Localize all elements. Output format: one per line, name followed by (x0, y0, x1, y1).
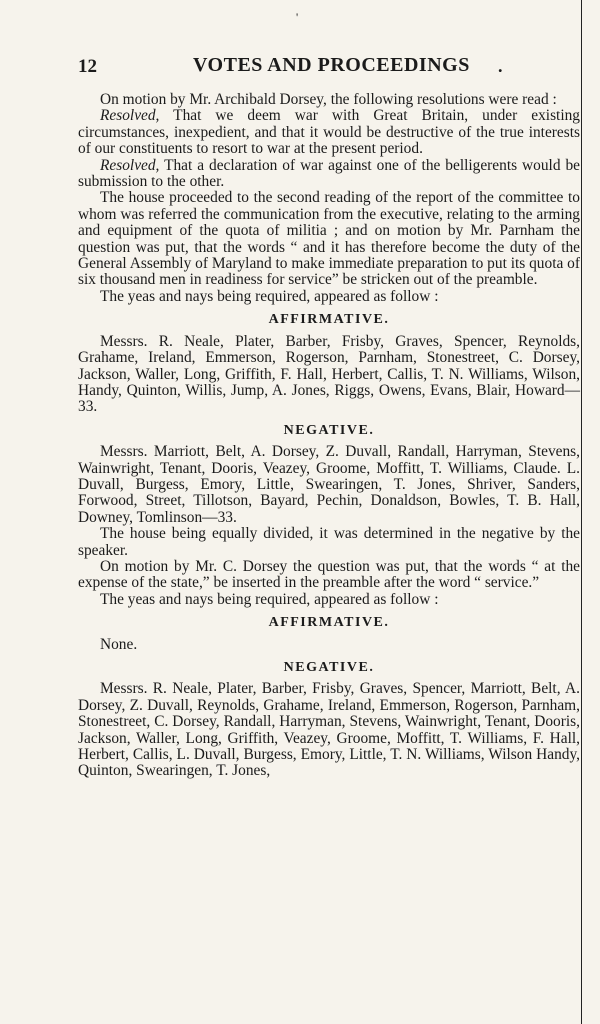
affirmative-heading: AFFIRMATIVE. (268, 312, 390, 328)
division-paragraph: The house being equally divided, it was determined in the negative by the speaker. (78, 525, 580, 559)
resolution-2 (78, 158, 580, 191)
resolution-2-text: That a declaration of war against one of the belligerents would be submission to the other. (78, 156, 580, 191)
resolved-label: Resolved, (100, 156, 160, 174)
page-number: 12 (78, 56, 97, 77)
motion-paragraph-2: On motion by Mr. C. Dorsey the question was put, that the words “ at the expense of the state,” be inserted in the preamble after the word “ service.” (78, 557, 580, 592)
yeas-nays-paragraph-2: The yeas and nays being required, appeared as follow : (100, 590, 439, 608)
negative-heading: NEGATIVE. (283, 422, 375, 438)
resolved-label: Resolved, (100, 107, 160, 125)
page-edge-rule (581, 0, 582, 1024)
affirmative-heading-2: AFFIRMATIVE. (268, 615, 390, 631)
page-header (78, 52, 578, 82)
resolution-1-text: That we deem war with Great Britain, under existing circumstances, inexpedient, and that it would be destructive of the true interests of our constituents to resort to war at the present period. (78, 107, 580, 158)
page-body (78, 92, 580, 780)
yeas-nays-paragraph: The yeas and nays being required, appeared as follow : (100, 287, 439, 305)
affirmative-votes-2: None. (100, 635, 138, 653)
negative-votes-2: Messrs. R. Neale, Plater, Barber, Frisby, Graves, Spencer, Marriott, Belt, A. Dorsey, Z. Duvall, Reynolds, Grahame, Ireland, Emmerson, Rogerson, Parnham, Stonestreet, C. Dorsey, Randall, Harryman, Stevens, Wainwright, Tenant, Dooris, Jackson, Waller, Long, Griffith, Veazey, Groome, Moffitt, T. Williams, F. Hall, Herbert, Callis, L. Duvall, Burgess, Emory, Little, T. N. Williams, Wilson Handy, Quinton, Swearingen, T. Jones, (78, 680, 580, 780)
motion-paragraph: On motion by Mr. Archibald Dorsey, the following resolutions were read : (100, 91, 557, 108)
header-mark: . (498, 56, 503, 76)
resolution-1 (78, 108, 580, 157)
affirmative-votes: Messrs. R. Neale, Plater, Barber, Frisby, Graves, Spencer, Reynolds, Grahame, Ireland, Emmerson, Rogerson, Parnham, Stonestreet, C. Dorsey, Jackson, Waller, Long, Griffith, F. Hall, Herbert, Callis, T. N. Williams, Wilson, Handy, Quinton, Willis, Jump, A. Jones, Riggs, Owens, Evans, Blair, Howard—33. (78, 332, 580, 416)
running-head: VOTES AND PROCEEDINGS (193, 54, 470, 76)
top-mark: ' (296, 10, 299, 24)
negative-votes: Messrs. Marriott, Belt, A. Dorsey, Z. Duvall, Randall, Harryman, Stevens, Wainwright, Tenant, Dooris, Veazey, Groome, Moffitt, T. Williams, Claude. L. Duvall, Burgess, Emory, Little, Swearingen, T. Jones, Shriver, Sanders, Forwood, Street, Tillotson, Bayard, Pechin, Donaldson, Bowles, T. B. Hall, Downey, Tomlinson—33. (78, 443, 580, 526)
negative-heading-2: NEGATIVE. (283, 660, 375, 675)
second-reading-paragraph: The house proceeded to the second reading of the report of the committee to whom was referred the communication from the executive, relating to the arming and equipment of the quota of militia ; and on motion by Mr. Parnham the question was put, that the words “ and it has therefore become the duty of the General Assembly of Maryland to make immediate preparation to put its quota of six thousand men in readiness for service” be stricken out of the preamble. (78, 189, 580, 289)
